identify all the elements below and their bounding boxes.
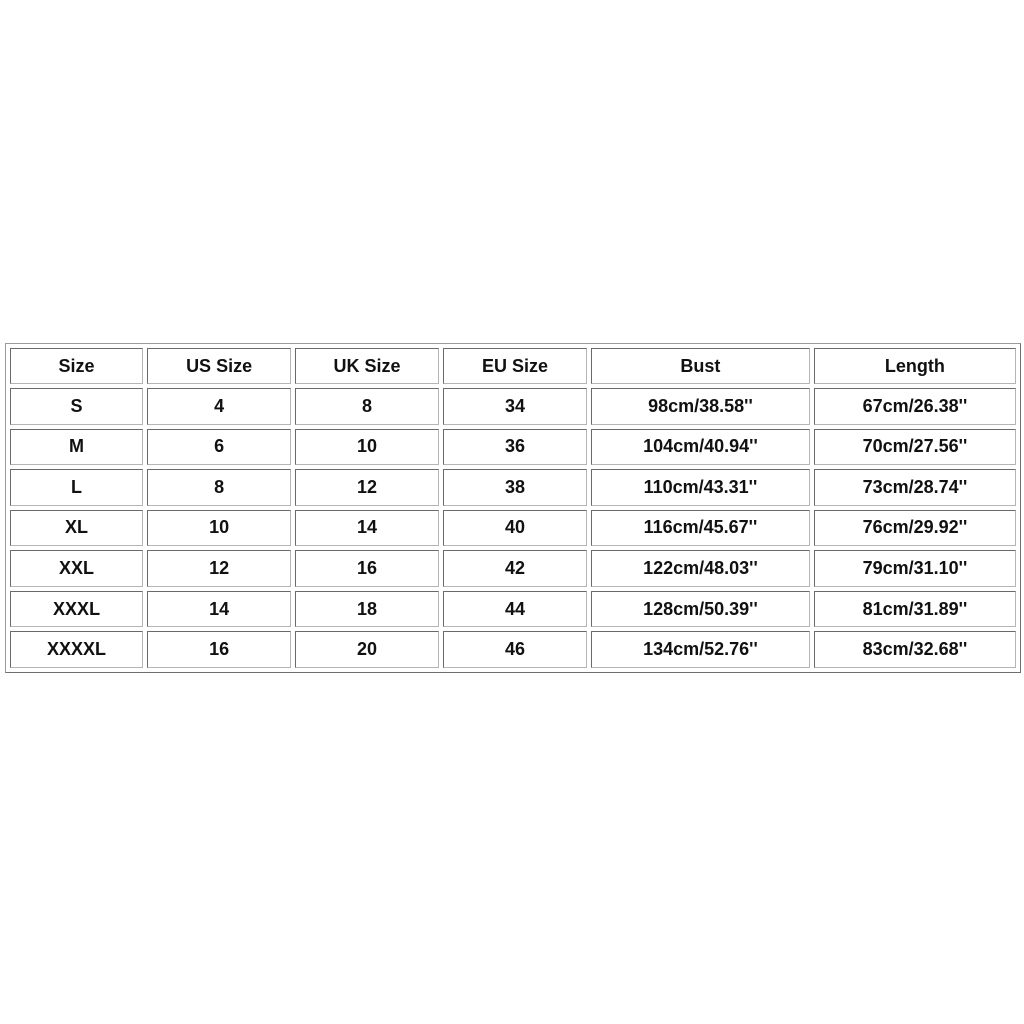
- cell-size: XXXXL: [10, 631, 143, 668]
- cell-us-size: 8: [147, 469, 291, 506]
- cell-bust: 110cm/43.31'': [591, 469, 810, 506]
- cell-length: 67cm/26.38'': [814, 388, 1016, 425]
- cell-size: S: [10, 388, 143, 425]
- table-row: [10, 550, 1016, 587]
- cell-us-size: 10: [147, 510, 291, 547]
- cell-us-size: 12: [147, 550, 291, 587]
- cell-uk-size: 12: [295, 469, 439, 506]
- cell-bust: 134cm/52.76'': [591, 631, 810, 668]
- cell-eu-size: 36: [443, 429, 587, 466]
- cell-length: 83cm/32.68'': [814, 631, 1016, 668]
- cell-size: XXL: [10, 550, 143, 587]
- cell-bust: 128cm/50.39'': [591, 591, 810, 628]
- header-us-size: US Size: [147, 348, 291, 384]
- cell-us-size: 6: [147, 429, 291, 466]
- cell-size: M: [10, 429, 143, 466]
- cell-uk-size: 18: [295, 591, 439, 628]
- cell-uk-size: 20: [295, 631, 439, 668]
- table-row: [10, 631, 1016, 668]
- cell-uk-size: 8: [295, 388, 439, 425]
- header-bust: Bust: [591, 348, 810, 384]
- cell-eu-size: 34: [443, 388, 587, 425]
- table-row: [10, 510, 1016, 547]
- table-row: [10, 469, 1016, 506]
- cell-us-size: 16: [147, 631, 291, 668]
- size-chart-table: [5, 343, 1021, 673]
- cell-eu-size: 44: [443, 591, 587, 628]
- cell-uk-size: 14: [295, 510, 439, 547]
- cell-eu-size: 46: [443, 631, 587, 668]
- cell-size: XXXL: [10, 591, 143, 628]
- cell-eu-size: 38: [443, 469, 587, 506]
- cell-length: 70cm/27.56'': [814, 429, 1016, 466]
- header-size: Size: [10, 348, 143, 384]
- cell-eu-size: 42: [443, 550, 587, 587]
- cell-us-size: 14: [147, 591, 291, 628]
- cell-size: XL: [10, 510, 143, 547]
- cell-us-size: 4: [147, 388, 291, 425]
- header-length: Length: [814, 348, 1016, 384]
- table-row: [10, 429, 1016, 466]
- cell-length: 73cm/28.74'': [814, 469, 1016, 506]
- header-uk-size: UK Size: [295, 348, 439, 384]
- cell-length: 76cm/29.92'': [814, 510, 1016, 547]
- cell-length: 79cm/31.10'': [814, 550, 1016, 587]
- table-row: [10, 388, 1016, 425]
- table-row: [10, 591, 1016, 628]
- cell-bust: 116cm/45.67'': [591, 510, 810, 547]
- cell-bust: 122cm/48.03'': [591, 550, 810, 587]
- cell-uk-size: 10: [295, 429, 439, 466]
- cell-eu-size: 40: [443, 510, 587, 547]
- cell-uk-size: 16: [295, 550, 439, 587]
- cell-length: 81cm/31.89'': [814, 591, 1016, 628]
- cell-bust: 98cm/38.58'': [591, 388, 810, 425]
- cell-size: L: [10, 469, 143, 506]
- table-header-row: [10, 348, 1016, 384]
- cell-bust: 104cm/40.94'': [591, 429, 810, 466]
- header-eu-size: EU Size: [443, 348, 587, 384]
